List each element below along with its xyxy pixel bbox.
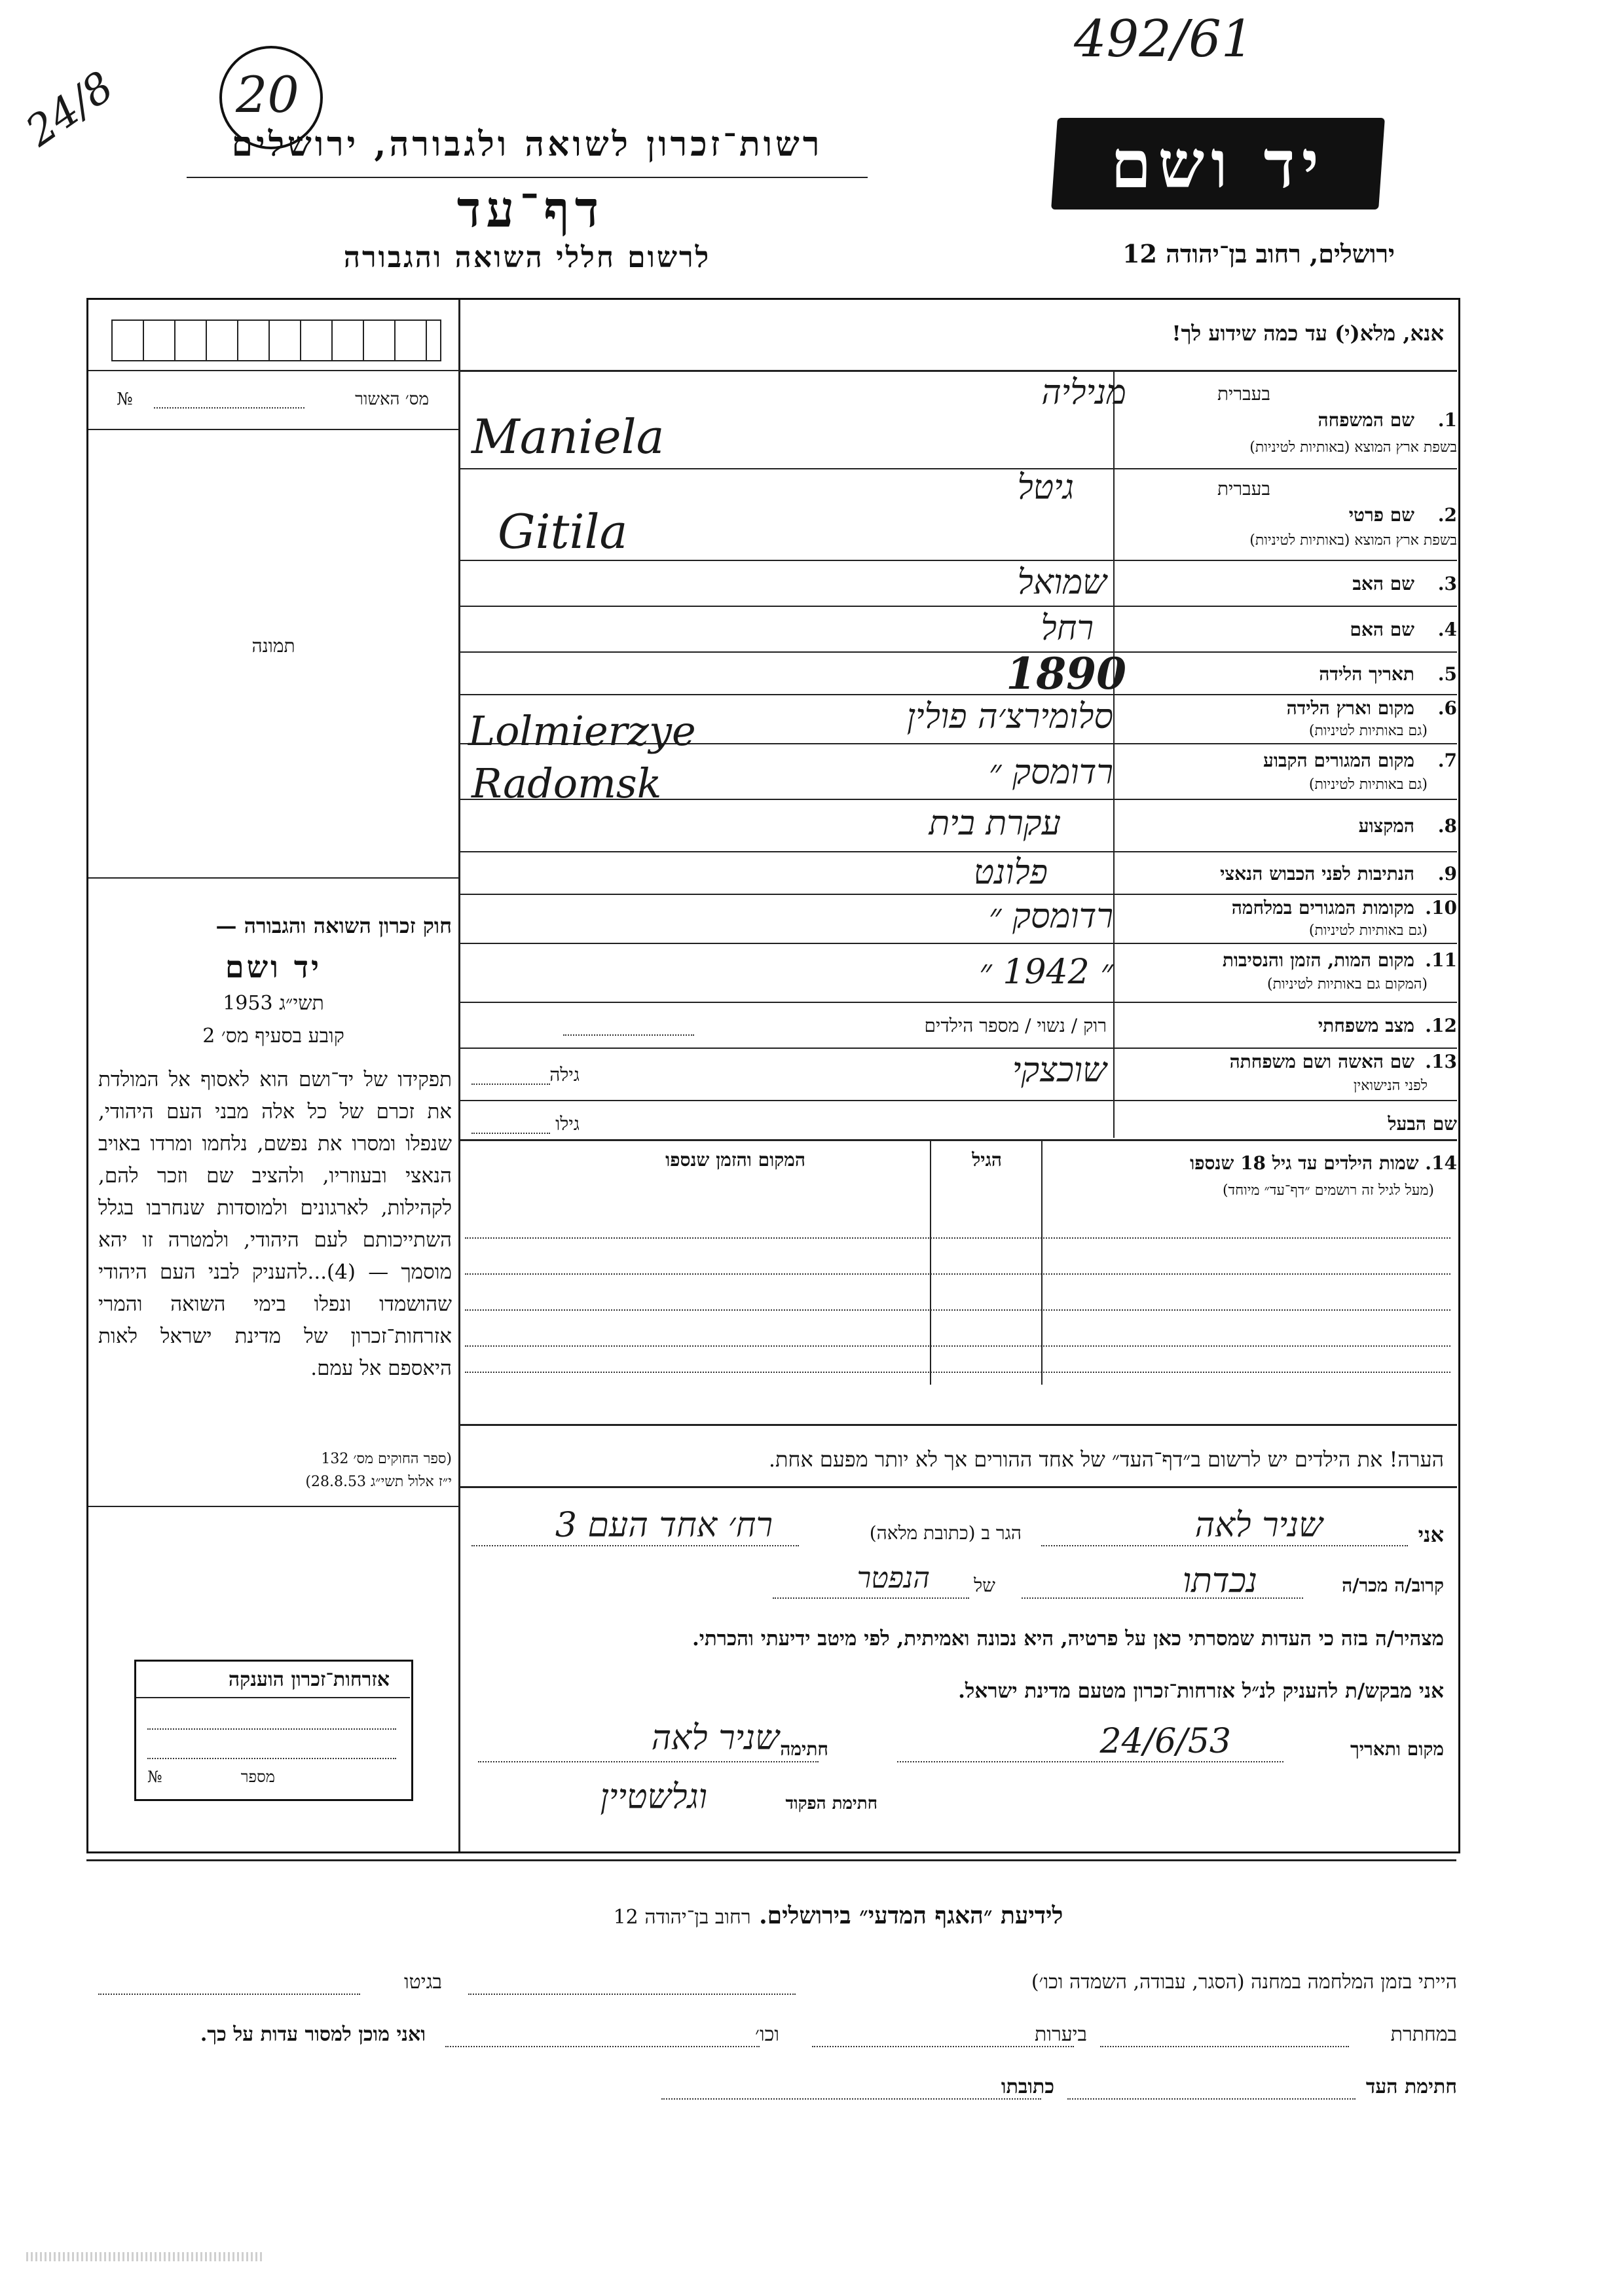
field-3-num: 3. xyxy=(1437,573,1457,594)
margin-number: 24/8 xyxy=(17,62,122,156)
instruction-text: אנא, מלא(י) עד כמה שידוע לך! xyxy=(1172,321,1444,346)
declarant-label: אני xyxy=(1418,1522,1444,1547)
label-column-divider xyxy=(1113,372,1115,1138)
child-row-4[interactable] xyxy=(465,1345,1450,1347)
declarant-name[interactable]: שניר לאה xyxy=(1194,1506,1323,1545)
row-rule xyxy=(458,1002,1457,1003)
row-rule xyxy=(458,943,1457,944)
of-label: של xyxy=(974,1575,995,1596)
witness-address-field[interactable] xyxy=(661,2098,1041,2100)
field-11-label: מקום המות, הזמן והנסיבות xyxy=(1222,949,1414,971)
field-2-label: שם פרטי xyxy=(1348,504,1414,526)
logo-text: יד ושם xyxy=(1111,126,1325,203)
field-1-label: שם המשפחה xyxy=(1318,409,1414,431)
etc-label: וכו׳ xyxy=(755,2023,779,2046)
witness-signature-field[interactable] xyxy=(1067,2098,1356,2100)
of-line xyxy=(773,1597,969,1599)
child-row-5[interactable] xyxy=(465,1372,1450,1373)
death-details[interactable]: ״ 1942 ״ xyxy=(979,953,1113,992)
info-title xyxy=(498,1902,1179,1929)
left-panel-bottom-rule xyxy=(88,1506,460,1507)
code-rule xyxy=(88,370,460,371)
ready-text: ואני מוכן למסור עדות על כך. xyxy=(200,2023,426,2046)
surname-latin[interactable]: Maniela xyxy=(471,409,665,464)
field-10-num: 10. xyxy=(1425,897,1457,919)
address-line xyxy=(471,1545,799,1546)
photo-rule xyxy=(88,877,460,879)
signature-label: חתימה xyxy=(780,1738,828,1760)
law-title: חוק זכרון השואה והגבורה — xyxy=(215,913,452,938)
field-6-sub: (גם באותיות לטיניות) xyxy=(1308,723,1428,739)
field-8-label: המקצוע xyxy=(1358,815,1414,837)
declarant-signature[interactable]: שניר לאה xyxy=(651,1719,779,1758)
citizenship-line[interactable] xyxy=(147,1728,396,1730)
field-7-sub: (גם באותיות לטיניות) xyxy=(1308,776,1428,793)
note-bottom-rule xyxy=(458,1486,1457,1488)
first-name-latin[interactable]: Gitila xyxy=(498,504,628,559)
forests-label: ביערות xyxy=(1034,2023,1087,2046)
scan-artifact xyxy=(26,2252,262,2261)
children-col-divider xyxy=(1041,1139,1043,1385)
underground-label: במחתרת xyxy=(1390,2023,1457,2046)
approval-label: מס׳ האשור xyxy=(355,390,429,409)
first-name-hebrew[interactable]: גיטל xyxy=(1017,468,1074,507)
birth-place-hebrew[interactable]: סלומירצ׳ה פולין xyxy=(906,697,1113,737)
field-10-label: מקומות המגורים במלחמה xyxy=(1231,897,1414,919)
birth-place-latin[interactable]: Lolmierzye xyxy=(468,707,696,755)
authority-name: רשות־זכרון לשואה ולגבורה, ירושלים xyxy=(231,124,823,164)
war-residence[interactable]: רדומסק ״ xyxy=(988,897,1113,936)
of-value[interactable]: הנפטר xyxy=(857,1561,930,1595)
approval-field[interactable] xyxy=(154,407,304,409)
field-3-label: שם האב xyxy=(1352,573,1414,594)
field-6-label: מקום וארץ הלידה xyxy=(1286,697,1414,719)
signature-line xyxy=(478,1761,819,1762)
row-rule xyxy=(458,651,1457,653)
child-row-1[interactable] xyxy=(465,1237,1450,1239)
row-rule xyxy=(458,1048,1457,1049)
citizenship-title: אזרחות־זכרון הוענקה xyxy=(228,1668,390,1691)
row-rule xyxy=(458,694,1457,695)
field-2-side: בעברית xyxy=(1217,478,1270,500)
ghetto-field[interactable] xyxy=(98,1994,360,1995)
field-1-num: 1. xyxy=(1437,409,1457,431)
field-10-sub: (גם באותיות לטיניות) xyxy=(1308,922,1428,939)
field-6-num: 6. xyxy=(1437,697,1457,719)
children-subheader: (מעל לגיל זה רושמים ״דף־עד״ מיוחד) xyxy=(1222,1182,1434,1199)
relative-value[interactable]: נכדתו xyxy=(1182,1561,1257,1601)
field-7-label: מקום המגורים הקבוע xyxy=(1263,750,1414,771)
husband-age-label: גילו xyxy=(555,1113,580,1135)
field-5-label: תאריך הלידה xyxy=(1319,663,1414,685)
mother-name[interactable]: רחל xyxy=(1041,609,1094,648)
husband-age-field[interactable] xyxy=(471,1133,550,1134)
law-reference-2: י״ז אלול תשי״ג 28.8.53) xyxy=(305,1474,452,1490)
request-text: אני מבקש/ת להעניק לנ״ל אזרחות־זכרון מטעם מדינת ישראל. xyxy=(958,1679,1444,1703)
witness-signature-label: חתימת העד xyxy=(1365,2075,1457,2098)
birth-date[interactable]: 1890 xyxy=(1006,648,1126,699)
field-4-label: שם האם xyxy=(1350,619,1414,640)
ghetto-label: בגיטו xyxy=(403,1971,442,1994)
field-13-label: שם האשה ושם משפחתה xyxy=(1229,1051,1414,1072)
instruction-rule xyxy=(458,370,1457,372)
child-row-2[interactable] xyxy=(465,1273,1450,1275)
residence-hebrew[interactable]: רדומסק ״ xyxy=(988,753,1113,792)
row-rule xyxy=(458,560,1457,561)
surname-hebrew[interactable]: מניליה xyxy=(1041,373,1126,412)
officer-signature[interactable]: וגלשטיין xyxy=(600,1777,707,1817)
husband-label: שם הבעל xyxy=(1388,1113,1457,1135)
field-11-num: 11. xyxy=(1425,949,1457,971)
statement-text: מצהיר/ה בזה כי העדות שמסרתי כאן על פרטיה, היא נכונה ואמיתית, לפי מיטב ידיעתי והכרתי. xyxy=(692,1627,1444,1650)
citizenship-line[interactable] xyxy=(147,1758,396,1759)
photo-placeholder[interactable]: תמונה xyxy=(251,635,295,657)
row-rule xyxy=(458,1100,1457,1101)
info-address: רחוב בן־יהודה 12 xyxy=(613,1906,751,1929)
field-12-label: מצב משפחתי xyxy=(1318,1015,1414,1036)
row-rule xyxy=(458,894,1457,895)
footer-rule xyxy=(86,1859,1456,1861)
law-year: תשי״ג 1953 xyxy=(223,992,324,1015)
citizenship-number-label: מספר xyxy=(240,1768,275,1786)
children-count-field[interactable] xyxy=(563,1034,694,1036)
declarant-line xyxy=(1041,1545,1408,1546)
camp-field[interactable] xyxy=(468,1994,796,1995)
left-panel-divider xyxy=(458,300,460,1851)
field-1-sub: בשפת ארץ המוצא (באותיות לטיניות) xyxy=(1249,439,1457,456)
circled-number-text: 20 xyxy=(236,65,299,124)
field-13-sub: לפני הנישואין xyxy=(1353,1078,1428,1094)
witness-address-label: כתובתו xyxy=(1001,2075,1054,2098)
header-rule xyxy=(187,177,868,178)
place-date-label: מקום ותאריך xyxy=(1350,1738,1444,1760)
approval-rule xyxy=(88,429,460,430)
field-5-num: 5. xyxy=(1437,663,1457,685)
relative-line xyxy=(1022,1597,1303,1599)
profession[interactable]: עקרת בית xyxy=(929,804,1061,843)
note-rule xyxy=(458,1424,1457,1426)
etc-field[interactable] xyxy=(445,2046,760,2047)
field-2-sub: בשפת ארץ המוצא (באותיות לטיניות) xyxy=(1249,532,1457,549)
field-1-side: בעברית xyxy=(1217,383,1270,405)
father-name[interactable]: שמואל xyxy=(1017,563,1107,602)
wife-maiden-name[interactable]: שוכצקי xyxy=(1012,1051,1107,1090)
children-col-place: המקום והזמן שנספו xyxy=(665,1149,805,1171)
children-table-top xyxy=(458,1139,1457,1141)
children-col-age: הגיל xyxy=(972,1149,1002,1171)
row-rule xyxy=(458,468,1457,469)
field-12-num: 12. xyxy=(1425,1015,1457,1036)
field-4-num: 4. xyxy=(1437,619,1457,640)
forests-field[interactable] xyxy=(812,2046,1074,2047)
row-rule xyxy=(458,606,1457,607)
field-13-num: 13. xyxy=(1425,1051,1457,1072)
law-reference-1: (ספר החוקים מס׳ 132 xyxy=(321,1451,452,1467)
field-2-num: 2. xyxy=(1437,504,1457,526)
archive-number: 492/61 xyxy=(1074,10,1254,69)
info-title-text: לידיעת ״האגף המדעי״ בירושלים. xyxy=(759,1902,1063,1929)
camp-line-label: הייתי בזמן המלחמה במחנה (הסגר, עבודה, השמדה וכו׳) xyxy=(1031,1971,1457,1994)
field-9-num: 9. xyxy=(1437,863,1457,884)
marital-status-options[interactable]: רוק / נשוי / מספר הילדים xyxy=(924,1015,1107,1036)
underground-field[interactable] xyxy=(1100,2046,1349,2047)
law-text: תפקידו של יד־ושם הוא לאסוף אל המולדת את זכרם של כל אלה מבני העם היהודי, שנפלו ומסרו את נפשם, נלחמו ומרדו באויב הנאצי ובעוזריו, ולהציב שם וזכר להם, לקהילות, לארגונים ולמוסדות שנחרבו בגלל השתייכותם לעם היהודי, ולמטרה זו יהא מוסמך — (4)...להעניק לבני העם היהודי שהושמדו ונפלו בימי השואה והמרי אזרחות־זכרון של מדינת ישראל לאות היאספם אל עמם. xyxy=(98,1068,452,1380)
residence-latin[interactable]: Radomsk xyxy=(471,759,662,807)
relative-label: קרוב/ה מכר/ה xyxy=(1342,1575,1444,1596)
wife-age-field[interactable] xyxy=(471,1084,550,1085)
field-8-num: 8. xyxy=(1437,815,1457,837)
field-9-label: הנתיבות לפני הכבוש הנאצי xyxy=(1220,863,1414,884)
approval-no-mark: № xyxy=(117,390,133,409)
officer-label: חתימת הפקוד xyxy=(785,1794,877,1813)
law-section: קובע בסעיף מס׳ 2 xyxy=(202,1025,344,1048)
wife-age-label: גילה xyxy=(549,1064,580,1085)
law-name: יד ושם xyxy=(225,949,322,985)
children-col-divider xyxy=(930,1139,931,1385)
row-rule xyxy=(458,851,1457,852)
code-boxes xyxy=(111,319,441,361)
field-7-num: 7. xyxy=(1437,750,1457,771)
declaration-date[interactable]: 24/6/53 xyxy=(1099,1722,1231,1761)
form-subtitle: לרשום חללי השואה והגבורה xyxy=(343,241,711,274)
citizenship-title-rule xyxy=(136,1697,410,1698)
children-header: 14. שמות הילדים עד גיל 18 שנספו xyxy=(1190,1152,1457,1174)
note-text: הערה! את הילדים יש לרשום ב״דף־העד״ של אחד ההורים אך לא יותר מפעם אחת. xyxy=(768,1447,1444,1472)
form-title: דף־עד xyxy=(456,180,604,238)
pre-war-status[interactable]: פלונט xyxy=(973,853,1048,892)
office-address: ירושלים, רחוב בן־יהודה 12 xyxy=(1122,239,1395,268)
citizenship-no-mark: № xyxy=(147,1768,162,1786)
field-11-sub: (המקום גם באותיות לטיניות) xyxy=(1267,976,1428,993)
child-row-3[interactable] xyxy=(465,1309,1450,1311)
date-line xyxy=(897,1761,1283,1762)
residing-label: הגר ב (כתובת מלאה) xyxy=(869,1522,1022,1544)
declarant-address[interactable]: רח׳ אחד העם 3 xyxy=(555,1506,773,1545)
